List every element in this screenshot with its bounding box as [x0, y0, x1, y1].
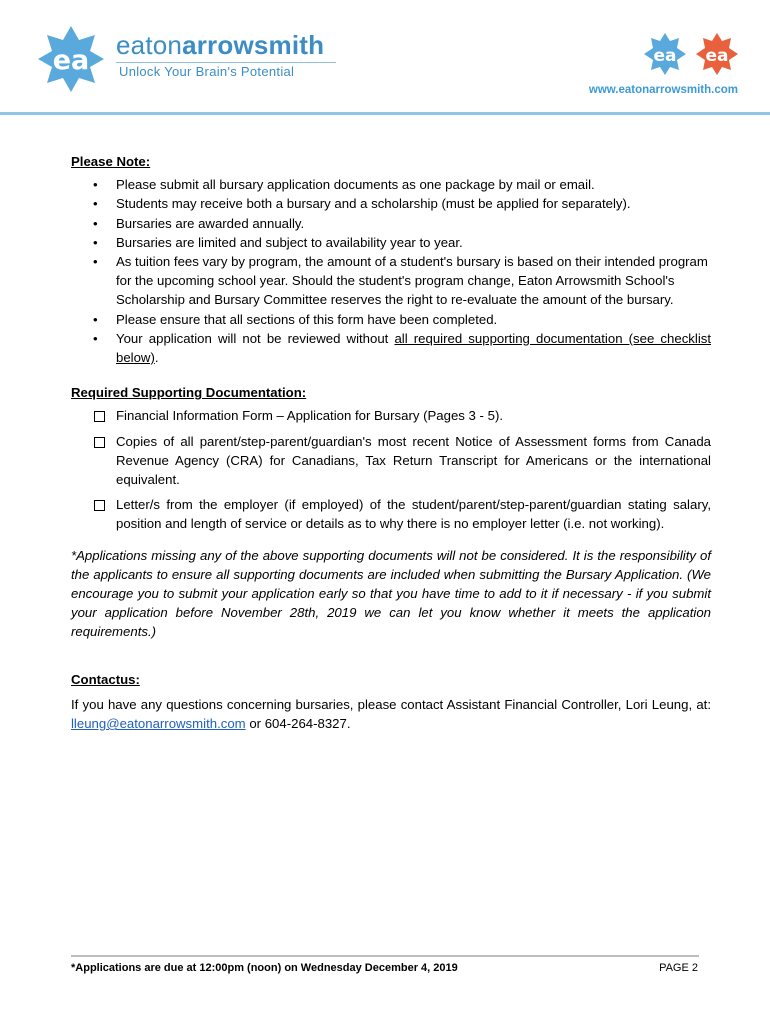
- mini-logo-blue-letters: ea: [653, 46, 677, 66]
- contact-email-link[interactable]: lleung@eatonarrowsmith.com: [71, 716, 246, 732]
- list-item: [71, 329, 711, 367]
- checklist-item: [71, 432, 711, 490]
- note-text: Please ensure that all sections of this form have been completed.: [116, 311, 498, 327]
- checkbox-icon: [94, 437, 105, 448]
- brand-name-bold: arrowsmith: [182, 30, 325, 60]
- list-item: [71, 252, 711, 310]
- list-item: [71, 194, 711, 213]
- brand-divider: [116, 62, 336, 63]
- bullet-icon: •: [93, 215, 98, 231]
- note-text: Students may receive both a bursary and a scholarship (must be applied for separately).: [116, 196, 631, 212]
- required-docs-checklist: [71, 406, 711, 533]
- note-text: Bursaries are awarded annually.: [116, 215, 305, 231]
- brand-tagline: Unlock Your Brain's Potential: [119, 64, 295, 79]
- checklist-item: [71, 495, 711, 533]
- checklist-item: [71, 406, 711, 425]
- footer-deadline-note: *Applications are due at 12:00pm (noon) on Wednesday December 4, 2019: [71, 962, 458, 974]
- note-text-end: .: [154, 350, 159, 366]
- required-docs-heading: Required Supporting Documentation:: [71, 385, 307, 401]
- note-text: Bursaries are limited and subject to availability year to year.: [116, 234, 463, 250]
- website-link[interactable]: www.eatonarrowsmith.com: [588, 84, 738, 96]
- bullet-icon: •: [93, 254, 98, 270]
- note-text: As tuition fees vary by program, the amount of a student's bursary is based on their intended program for the upcoming school year. Should the student's program change, Eaton Arrowsmith School's Scholarship and Bursary Committee reserves the right to re-evaluate the amount of the bursary.: [116, 254, 708, 308]
- checklist-reference: all required supporting documentation (see checklist below): [116, 330, 712, 366]
- please-note-list: [71, 175, 711, 367]
- checklist-text: Letter/s from the employer (if employed) of the student/parent/step-parent/guardian stating salary, position and length of service or details as to why there is no employer letter (i.e. not working).: [116, 497, 711, 532]
- contact-heading: Contactus:: [71, 671, 140, 687]
- please-note-heading: Please Note:: [71, 154, 151, 169]
- logo-letters: ea: [52, 45, 90, 76]
- mini-logo-orange: [696, 33, 738, 75]
- mini-logos: [644, 33, 738, 75]
- note-text: Please submit all bursary application documents as one package by mail or email.: [116, 177, 595, 193]
- checkbox-icon: [94, 500, 105, 511]
- brand-name-light: eaton: [116, 30, 183, 60]
- list-item: [71, 175, 711, 194]
- document-body: [71, 152, 711, 746]
- list-item: [71, 233, 711, 252]
- bullet-icon: •: [93, 196, 98, 212]
- bullet-icon: •: [93, 311, 98, 327]
- page-number: PAGE 2: [659, 962, 698, 974]
- checkbox-icon: [94, 411, 105, 422]
- contact-text-prefix: If you have any questions concerning bursaries, please contact Assistant Financial Controller, Lori Leung, at:: [71, 696, 711, 712]
- mini-logo-blue: [644, 33, 686, 75]
- checklist-text: Financial Information Form – Application for Bursary (Pages 3 - 5).: [116, 408, 503, 424]
- missing-documents-warning: *Applications missing any of the above supporting documents will not be considered. It is the responsibility of the applicants to ensure all supporting documents are included when submitting the Bursary Application. (We encourage you to submit your application early so that you have time to add to it if necessary - if you submit your application before November 28th, 2019 we can let you know whether it meets the application requirements.): [71, 547, 711, 640]
- bullet-icon: •: [93, 330, 98, 346]
- header-divider: [0, 112, 770, 115]
- footer-divider: [71, 955, 699, 957]
- list-item: [71, 310, 711, 329]
- contact-text: [71, 695, 711, 733]
- brand-name: [116, 30, 324, 60]
- mini-logo-orange-letters: ea: [705, 46, 729, 66]
- eaton-arrowsmith-logo: [38, 26, 104, 92]
- note-text: Your application will not be reviewed without: [116, 330, 395, 346]
- checklist-text: Copies of all parent/step-parent/guardian's most recent Notice of Assessment forms from Canada Revenue Agency (CRA) for Canadians, Tax Return Transcript for Americans or the international equivalent.: [116, 433, 711, 488]
- bullet-icon: •: [93, 177, 98, 193]
- contact-text-suffix: or 604-264-8327.: [245, 716, 351, 732]
- bullet-icon: •: [93, 234, 98, 250]
- list-item: [71, 214, 711, 233]
